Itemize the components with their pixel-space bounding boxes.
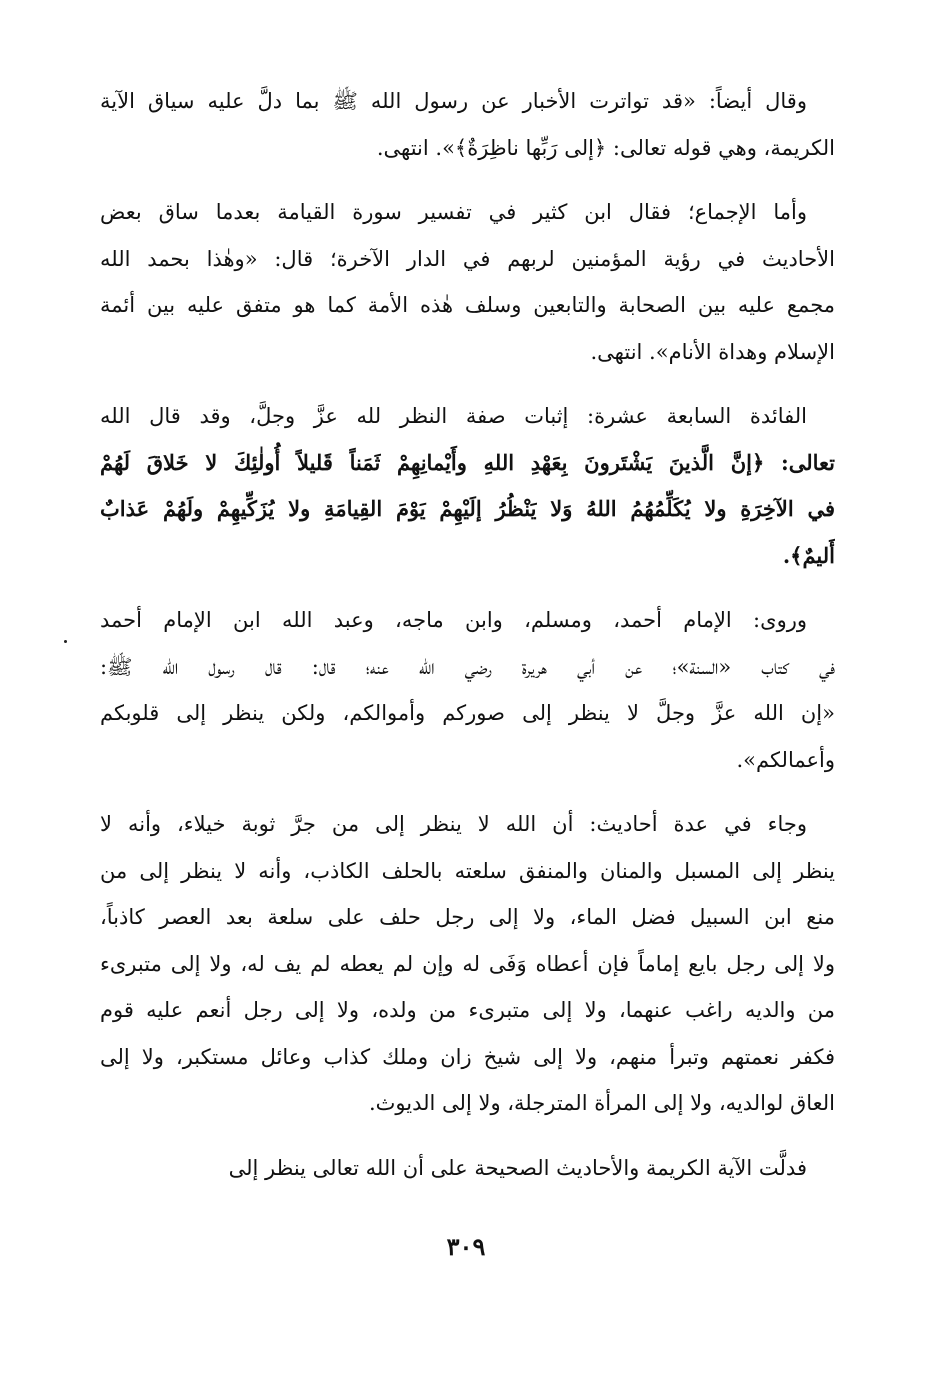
paragraph-1 [100, 78, 835, 171]
text-line: وقال أيضاً: «قد تواترت الأخبار عن رسول الله ﷺ بما دلَّ عليه سياق الآية [100, 89, 807, 113]
text-line: فكفر نعمتهم وتبرأ منهم، ولا إلى شيخ زان وملك كذاب وعائل مستكبر، ولا إلى [100, 1044, 835, 1069]
text-line: «إن الله عزَّ وجلَّ لا ينظر إلى صوركم وأموالكم، ولكن ينظر إلى قلوبكم [100, 701, 835, 725]
text-line: فدلَّت الآية الكريمة والأحاديث الصحيحة على أن الله تعالى ينظر إلى [228, 1155, 807, 1180]
text-line: مجمع عليه بين الصحابة والتابعين وسلف هٰذه الأمة كما هو متفق عليه بين أئمة [100, 293, 835, 317]
text-line: الكريمة، وهي قوله تعالى: ﴿إلى رَبِّها ناظِرَةٌ﴾». انتهى. [376, 135, 835, 160]
text-line: ينظر إلى المسبل والمنان والمنفق سلعته بالحلف الكاذب، وأنه لا ينظر إلى من [100, 858, 835, 883]
text-line: العاق لوالديه، ولا إلى المرأة المترجلة، ولا إلى الديوث. [368, 1091, 835, 1115]
quran-verse-line: في الآخِرَةِ ولا يُكَلِّمُهُمُ اللهُ وَلا يَنْظُرُ إلَيْهِمْ يَوْمَ القِيامَةِ ولا يُزَكِّيهِمْ ولَهُمْ عَذابٌ [100, 496, 835, 521]
text-line: الأحاديث في رؤية المؤمنين لربهم في الدار الآخرة؛ قال: «وهٰذا بحمد الله [100, 246, 835, 271]
page-number: ٣٠٩ [446, 1232, 486, 1261]
text-line: من والديه راغب عنهما، ولا إلى متبرىء من ولده، ولا إلى رجل أنعم عليه قوم [100, 998, 835, 1022]
quran-verse-line: تعالى: ﴿إنَّ الَّذينَ يَشْتَرونَ بِعَهْدِ اللهِ وأَيْمانِهِمْ ثَمَناً قَليلاً أُولٰئِكَ لا خَلاقَ لَهُمْ [100, 449, 835, 475]
text-line: وأما الإجماع؛ فقال ابن كثير في تفسير سورة القيامة بعدما ساق بعض [100, 200, 807, 224]
paragraph-5 [100, 801, 835, 1127]
text-line: الإسلام وهداة الأنام». انتهى. [590, 339, 835, 364]
quran-verse-line: أَليمٌ﴾. [782, 542, 835, 568]
text-line: منع ابن السبيل فضل الماء، ولا إلى رجل حلف على سلعة بعد العصر كاذباً، [100, 905, 835, 929]
paragraph-6 [100, 1145, 835, 1192]
text-line: ولا إلى رجل بايع إماماً فإن أعطاه وَفَى له وإن لم يعطه لم يف له، ولا إلى متبرىء [100, 951, 835, 976]
paragraph-3 [100, 393, 835, 579]
text-line: وروى: الإمام أحمد، ومسلم، وابن ماجه، وعبد الله ابن الإمام أحمد [100, 608, 807, 632]
paragraph-2 [100, 189, 835, 375]
text-line: وجاء في عدة أحاديث: أن الله لا ينظر إلى من جرَّ ثوبة خيلاء، وأنه لا [100, 812, 807, 836]
paragraph-4 [100, 597, 835, 783]
margin-mark [64, 640, 67, 643]
text-line: وأعمالكم». [736, 747, 835, 772]
text-line: في كتاب «السنة»؛ عن أبي هريرة رضي الله عنه؛ قال: قال رسول الله ﷺ: [100, 654, 835, 679]
text-line: الفائدة السابعة عشرة: إثبات صفة النظر لله عزَّ وجلَّ، وقد قال الله [100, 404, 807, 428]
page-body [100, 78, 835, 1209]
